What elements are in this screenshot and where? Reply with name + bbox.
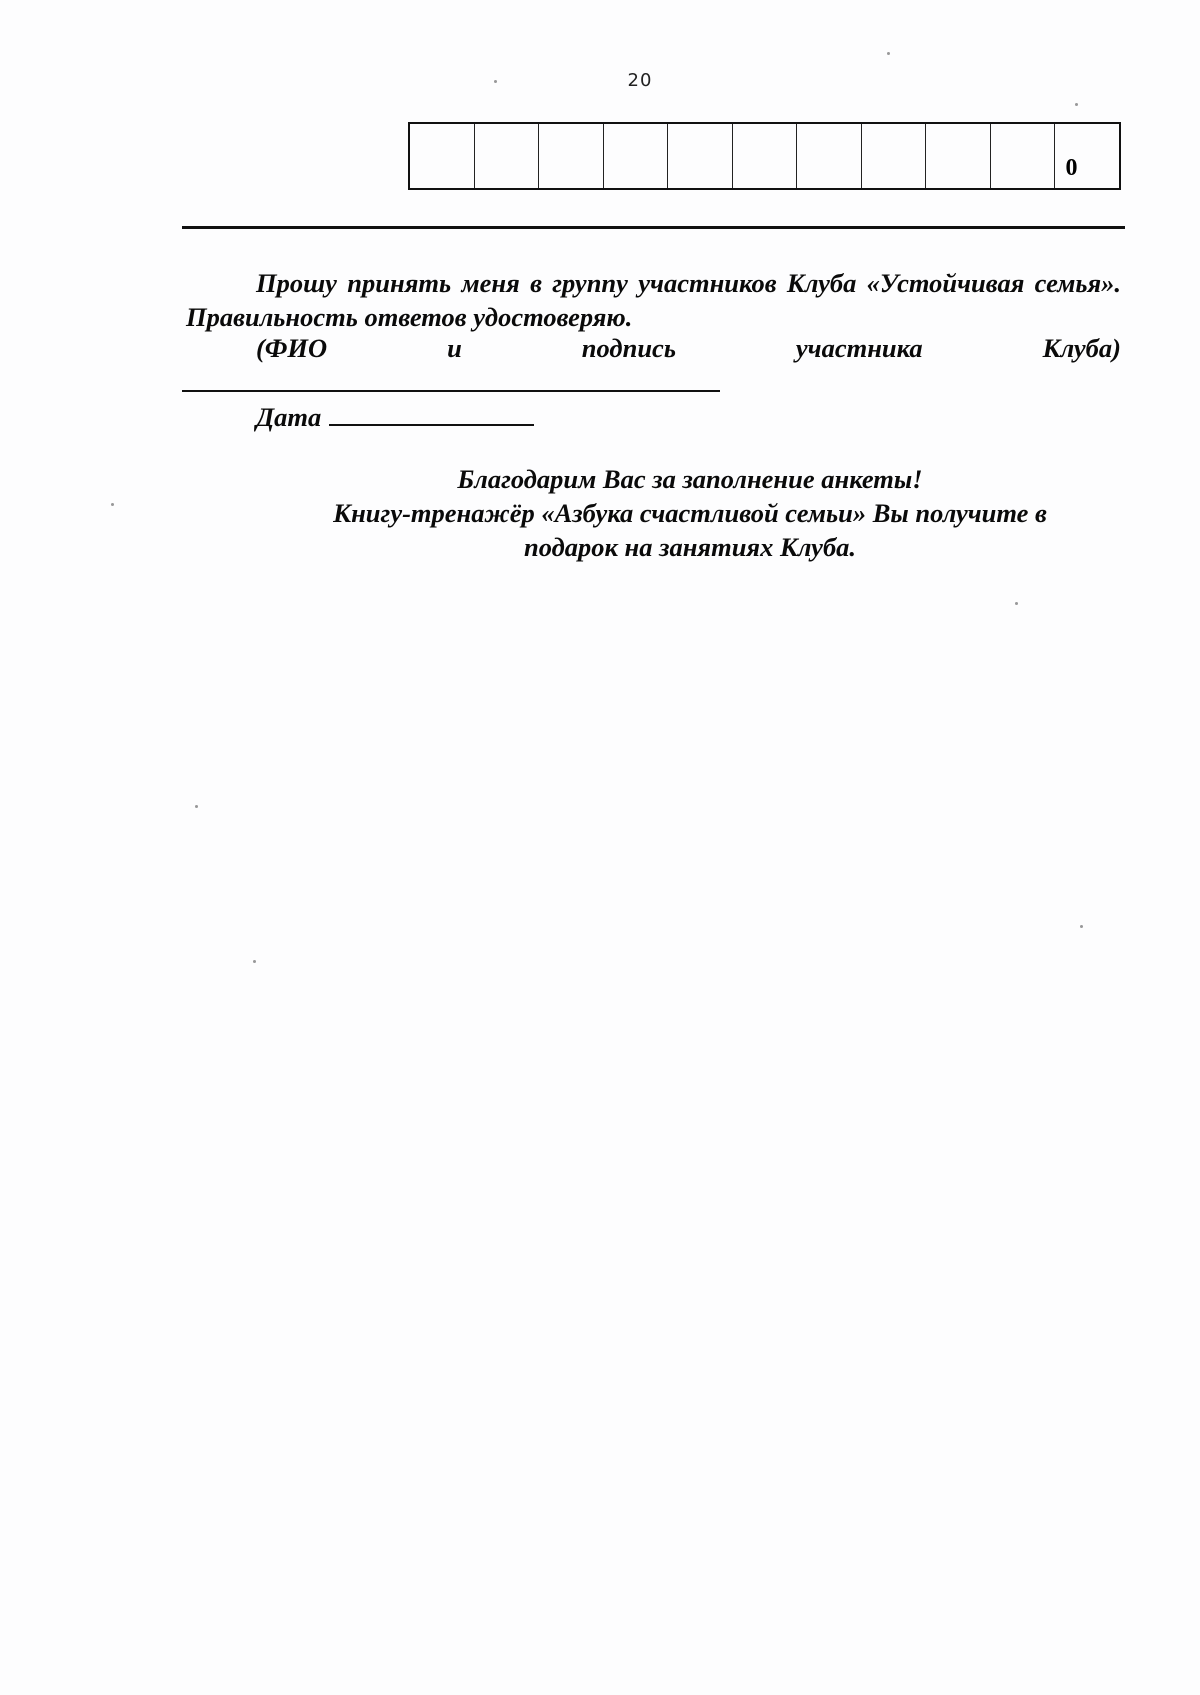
membership-request: Прошу принять меня в группу участников Клуба «Устойчивая семья». Правильность ответов удостоверяю. bbox=[186, 268, 1121, 332]
code-cell bbox=[733, 124, 798, 188]
scan-speck bbox=[494, 80, 497, 83]
page-number: 20 bbox=[627, 70, 653, 91]
scan-speck bbox=[195, 805, 198, 808]
thank-you-line: Благодарим Вас за заполнение анкеты! bbox=[457, 464, 923, 494]
scan-speck bbox=[253, 960, 256, 963]
scan-speck bbox=[111, 503, 114, 506]
date-row bbox=[256, 396, 534, 434]
date-field[interactable] bbox=[329, 396, 534, 426]
code-cell bbox=[668, 124, 733, 188]
code-cell bbox=[475, 124, 540, 188]
signature-field[interactable] bbox=[182, 390, 720, 392]
signature-word: Клуба) bbox=[1042, 333, 1121, 363]
separator-rule bbox=[182, 226, 1125, 229]
thank-you-note bbox=[300, 462, 1080, 564]
signature-word: подпись bbox=[581, 333, 676, 363]
code-cell bbox=[862, 124, 927, 188]
scan-speck bbox=[887, 52, 890, 55]
code-cell bbox=[926, 124, 991, 188]
scan-speck bbox=[1075, 103, 1078, 106]
date-label: Дата bbox=[256, 402, 322, 432]
code-cell bbox=[991, 124, 1056, 188]
code-cell-last bbox=[1055, 124, 1119, 188]
code-cell bbox=[604, 124, 669, 188]
code-cell bbox=[539, 124, 604, 188]
signature-word: (ФИО bbox=[256, 333, 328, 363]
signature-word: участника bbox=[795, 333, 923, 363]
code-value: 0 bbox=[1065, 155, 1078, 181]
scan-speck bbox=[1015, 602, 1018, 605]
signature-word: и bbox=[447, 333, 462, 363]
gift-notice: Книгу-тренажёр «Азбука счастливой семьи» Вы получите в подарок на занятиях Клуба. bbox=[333, 498, 1047, 562]
signature-caption bbox=[256, 331, 1121, 365]
code-cell bbox=[410, 124, 475, 188]
scan-speck bbox=[1080, 925, 1083, 928]
code-grid bbox=[408, 122, 1121, 190]
code-cell bbox=[797, 124, 862, 188]
